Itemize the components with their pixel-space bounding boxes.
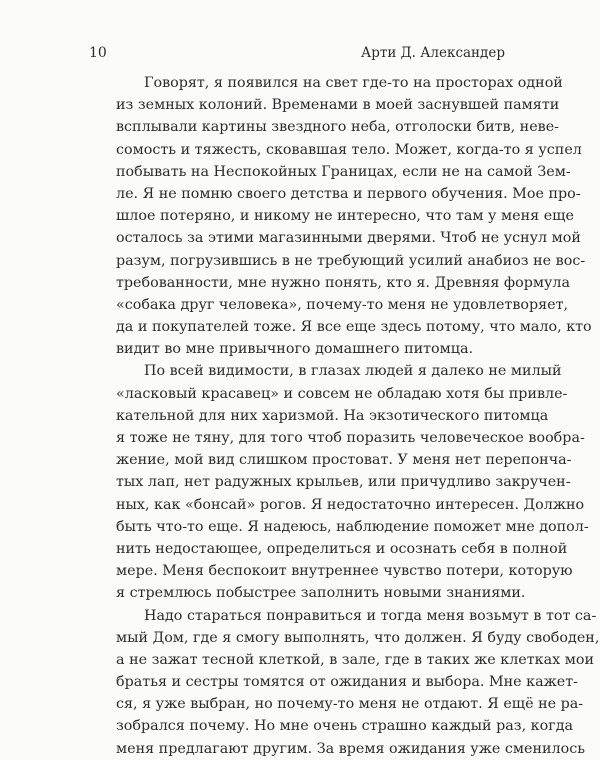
text-line: кательной для них харизмой. На экзотического питомца <box>116 407 549 424</box>
text-line: а не зажат тесной клеткой, в зале, где в таких же клетках мои <box>116 651 595 668</box>
text-line: тых лап, нет радужных крыльев, или причудливо закручен- <box>116 474 571 491</box>
text-line: быть что-то еще. Я надеюсь, наблюдение поможет мне допол- <box>116 518 589 535</box>
text-line: ных, как «бонсай» рогов. Я недостаточно интересен. Должно <box>116 496 585 513</box>
text-line: побывать на Неспокойных Границах, если не на самой Зем- <box>116 163 571 180</box>
text-line: да и покупателей тоже. Я все еще здесь потому, что мало, кто <box>116 319 592 336</box>
body-text <box>116 72 600 760</box>
text-line: шлое потеряно, и никому не интересно, что там у меня еще <box>116 208 574 225</box>
text-line: меня предлагают другим. За время ожидания уже сменилось <box>116 740 585 757</box>
text-line: зобрался почему. Но мне очень страшно каждый раз, когда <box>116 718 574 735</box>
text-line: мый Дом, где я смогу выполнять, что должен. Я буду свободен, <box>116 629 600 646</box>
text-line: нить недостающее, определиться и осознать себя в полной <box>116 540 568 557</box>
text-line: мере. Меня беспокоит внутреннее чувство потери, которую <box>116 563 573 580</box>
text-line: Говорят, я появился на свет где-то на просторах одной <box>144 75 563 91</box>
text-line: видит во мне привычного домашнего питомца. <box>116 341 474 358</box>
page-number: 10 <box>89 45 107 61</box>
text-line: ле. Я не помню своего детства и первого обучения. Мое про- <box>116 185 581 202</box>
text-line: «собака друг человека», почему-то меня не удовлетворяет, <box>116 296 569 313</box>
text-line: из земных колоний. Временами в моей заснувшей памяти <box>116 97 560 114</box>
text-line: всплывали картины звездного неба, отголоски битв, неве- <box>116 119 560 136</box>
text-line: ся, я уже выбран, но почему-то меня не отдают. Я ещё не ра- <box>116 696 584 713</box>
text-line: сомость и тяжесть, сковавшая тело. Может, когда-то я успел <box>116 141 582 158</box>
text-line: разум, погрузившись в не требующий усилий анабиоз не вос- <box>116 252 586 269</box>
text-line: требованности, мне нужно понять, кто я. Древняя формула <box>116 274 570 291</box>
text-line: По всей видимости, в глазах людей я далеко не милый <box>144 363 562 380</box>
running-head-author: Арти Д. Александер <box>361 45 505 61</box>
text-line: братья и сестры томятся от ожидания и выбора. Мне кажет- <box>116 674 578 691</box>
text-line: Надо стараться понравиться и тогда меня возьмут в тот са- <box>144 607 597 624</box>
text-line: осталось за этими магазинными дверями. Чтоб не уснул мой <box>116 230 581 247</box>
text-line: я стремлюсь побыстрее заполнить новыми знаниями. <box>116 585 526 602</box>
text-line: я тоже не тяну, для того чтоб поразить человеческое вообра- <box>116 430 585 446</box>
text-line: жение, мой вид слишком простоват. У меня нет перепонча- <box>116 452 572 469</box>
text-line: «ласковый красавец» и совсем не обладаю хотя бы привле- <box>116 385 568 402</box>
